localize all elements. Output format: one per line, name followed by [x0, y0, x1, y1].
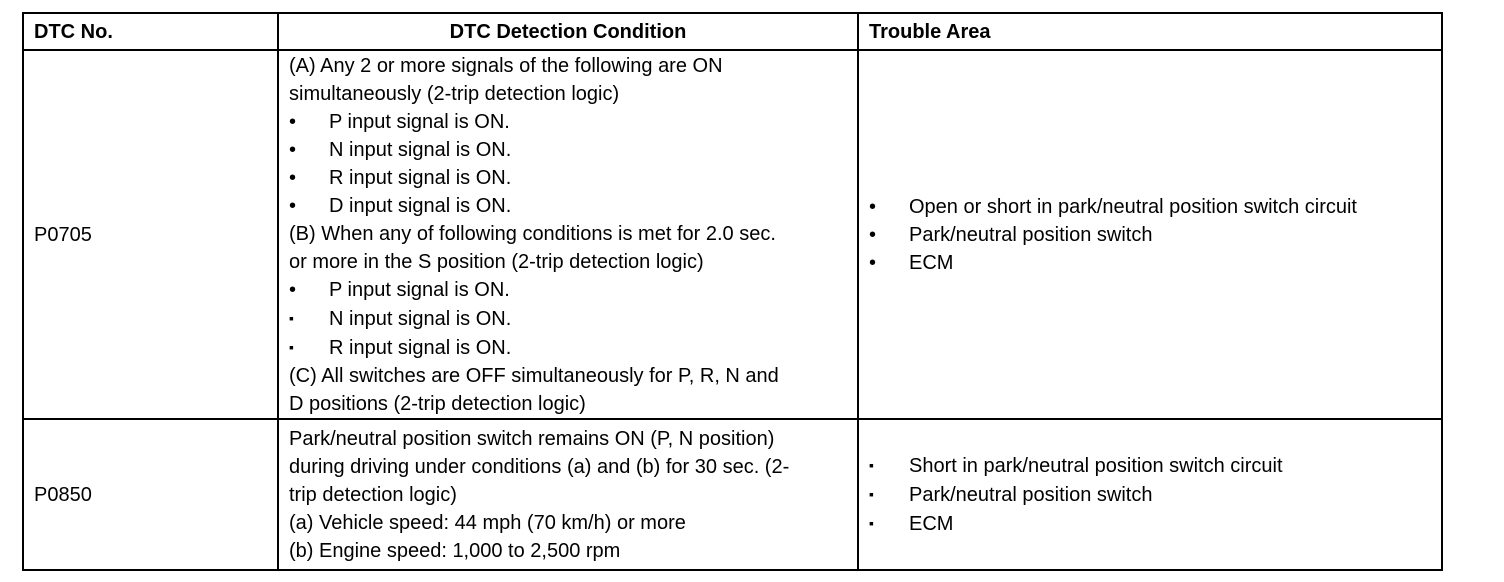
- square-bullet-icon: ▪: [869, 486, 874, 502]
- bullet-icon: •: [289, 278, 297, 301]
- condition-text-line: during driving under conditions (a) and (b) for 30 sec. (2-: [289, 455, 790, 478]
- condition-text-line: Park/neutral position switch remains ON (P, N position): [289, 427, 775, 450]
- condition-text-line: or more in the S position (2-trip detection logic): [289, 250, 704, 273]
- square-bullet-icon: ▪: [869, 457, 874, 473]
- condition-bullet-item: [289, 164, 847, 192]
- condition-text-line: (b) Engine speed: 1,000 to 2,500 rpm: [289, 539, 621, 562]
- bullet-icon: •: [869, 251, 877, 274]
- bullet-icon: •: [869, 195, 877, 218]
- header-trouble-area: Trouble Area: [858, 13, 1442, 50]
- condition-bullet-text: N input signal is ON.: [329, 138, 512, 161]
- trouble-area-item: [869, 193, 1431, 221]
- header-detection-condition: DTC Detection Condition: [278, 13, 858, 50]
- condition-text-line: (a) Vehicle speed: 44 mph (70 km/h) or more: [289, 511, 686, 534]
- table-row: [23, 419, 1442, 570]
- dtc-table: [22, 12, 1443, 571]
- table-body: [23, 50, 1442, 570]
- condition-text-line: trip detection logic): [289, 483, 457, 506]
- condition-bullet-text: N input signal is ON.: [329, 307, 512, 330]
- condition-bullet-item: [289, 192, 847, 220]
- bullet-icon: •: [289, 194, 297, 217]
- trouble-area-text: ECM: [909, 513, 954, 535]
- condition-bullet-text: R input signal is ON.: [329, 166, 512, 189]
- detection-condition-cell: [278, 419, 858, 570]
- condition-bullet-text: P input signal is ON.: [329, 278, 510, 301]
- condition-bullet-item: [289, 108, 847, 136]
- condition-text-line: simultaneously (2-trip detection logic): [289, 82, 620, 105]
- header-dtc-no: DTC No.: [23, 13, 278, 50]
- condition-bullet-item: [289, 136, 847, 164]
- bullet-icon: •: [869, 223, 877, 246]
- condition-bullet-text: R input signal is ON.: [329, 336, 512, 359]
- trouble-area-text: Park/neutral position switch: [909, 223, 1153, 246]
- condition-text-line: (C) All switches are OFF simultaneously for P, R, N and: [289, 364, 779, 387]
- trouble-area-text: ECM: [909, 251, 954, 274]
- condition-text-line: (A) Any 2 or more signals of the following are ON: [289, 54, 723, 77]
- condition-bullet-item: [289, 333, 847, 362]
- bullet-icon: •: [289, 110, 297, 133]
- condition-text-line: (B) When any of following conditions is met for 2.0 sec.: [289, 222, 776, 245]
- square-bullet-icon: ▪: [869, 515, 874, 531]
- square-bullet-icon: ▪: [289, 309, 294, 326]
- trouble-area-item: [869, 509, 1431, 538]
- trouble-area-text: Short in park/neutral position switch circuit: [909, 455, 1283, 477]
- dtc-code: P0705: [23, 50, 278, 419]
- bullet-icon: •: [289, 166, 297, 189]
- trouble-area-item: [869, 451, 1431, 480]
- dtc-code: P0850: [23, 419, 278, 570]
- header-row: [23, 13, 1442, 50]
- trouble-area-text: Open or short in park/neutral position switch circuit: [909, 195, 1357, 218]
- trouble-area-cell: [858, 419, 1442, 570]
- condition-bullet-text: P input signal is ON.: [329, 110, 510, 133]
- square-bullet-icon: ▪: [289, 338, 294, 355]
- trouble-area-cell: [858, 50, 1442, 419]
- trouble-area-text: Park/neutral position switch: [909, 484, 1153, 506]
- detection-condition-cell: [278, 50, 858, 419]
- trouble-area-item: [869, 249, 1431, 277]
- trouble-area-item: [869, 480, 1431, 509]
- trouble-area-item: [869, 221, 1431, 249]
- condition-bullet-text: D input signal is ON.: [329, 194, 512, 217]
- condition-text-line: D positions (2-trip detection logic): [289, 392, 586, 415]
- condition-bullet-item: [289, 276, 847, 304]
- condition-bullet-item: [289, 304, 847, 333]
- table-row: [23, 50, 1442, 419]
- bullet-icon: •: [289, 138, 297, 161]
